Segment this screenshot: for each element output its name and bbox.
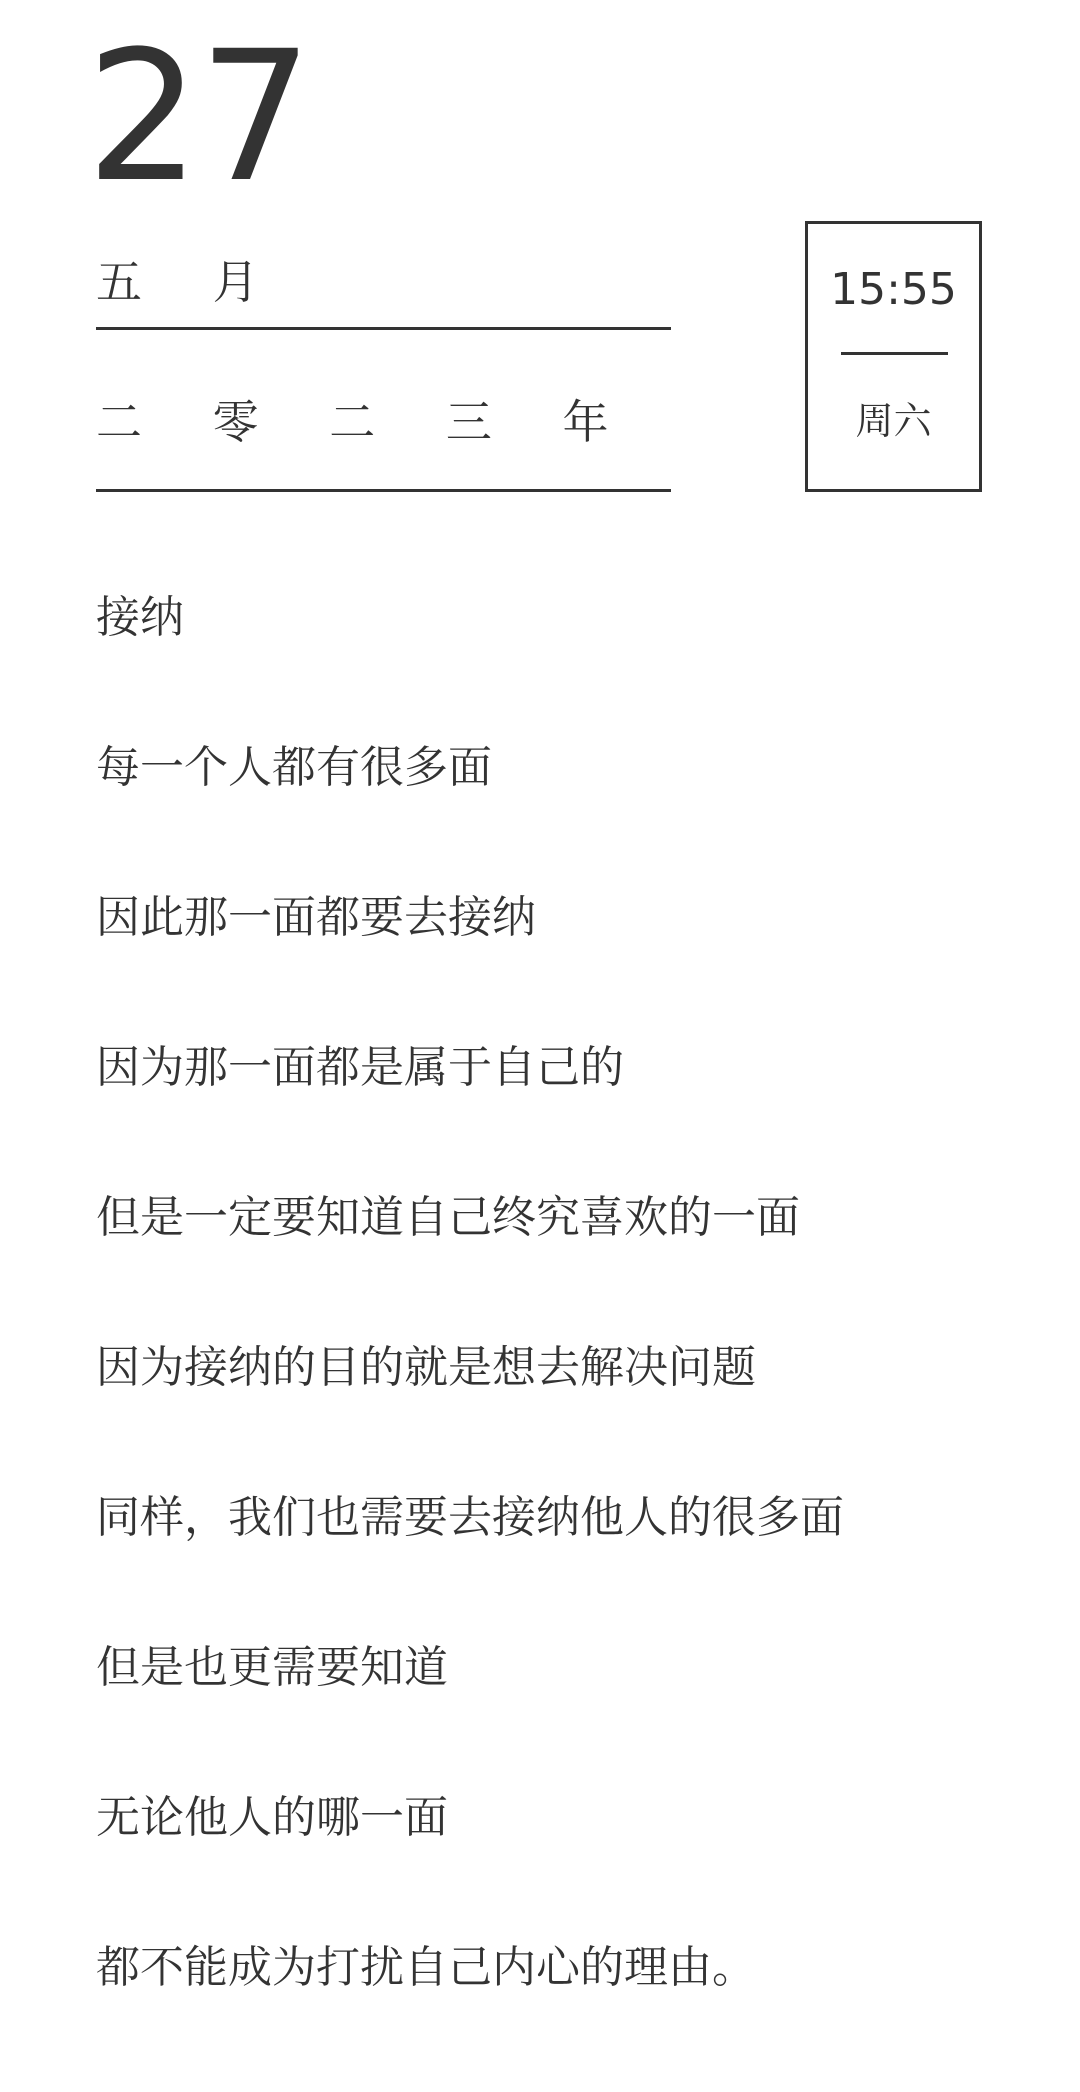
month-label: 五 月 [96,255,287,309]
weekday-label: 周六 [855,399,932,443]
time-label: 15:55 [830,264,957,315]
time-box [805,221,982,492]
poem-line: 但是一定要知道自己终究喜欢的一面 [96,1192,800,1243]
poem-text [96,592,844,2092]
year-row [96,395,671,492]
poem-line: 但是也更需要知道 [96,1642,448,1693]
poem-line: 因此那一面都要去接纳 [96,892,536,943]
poem-title: 接纳 [96,592,184,643]
poem-line: 都不能成为打扰自己内心的理由。 [96,1942,756,1993]
poem-line: 无论他人的哪一面 [96,1792,448,1843]
poem-line: 因为接纳的目的就是想去解决问题 [96,1342,756,1393]
day-number: 27 [86,13,312,222]
time-divider [841,352,948,355]
poem-line: 每一个人都有很多面 [96,742,492,793]
poem-line: 同样，我们也需要去接纳他人的很多面 [96,1492,844,1543]
month-row [96,255,671,330]
poem-line: 因为那一面都是属于自己的 [96,1042,624,1093]
year-label: 二 零 二 三 年 [96,395,637,449]
